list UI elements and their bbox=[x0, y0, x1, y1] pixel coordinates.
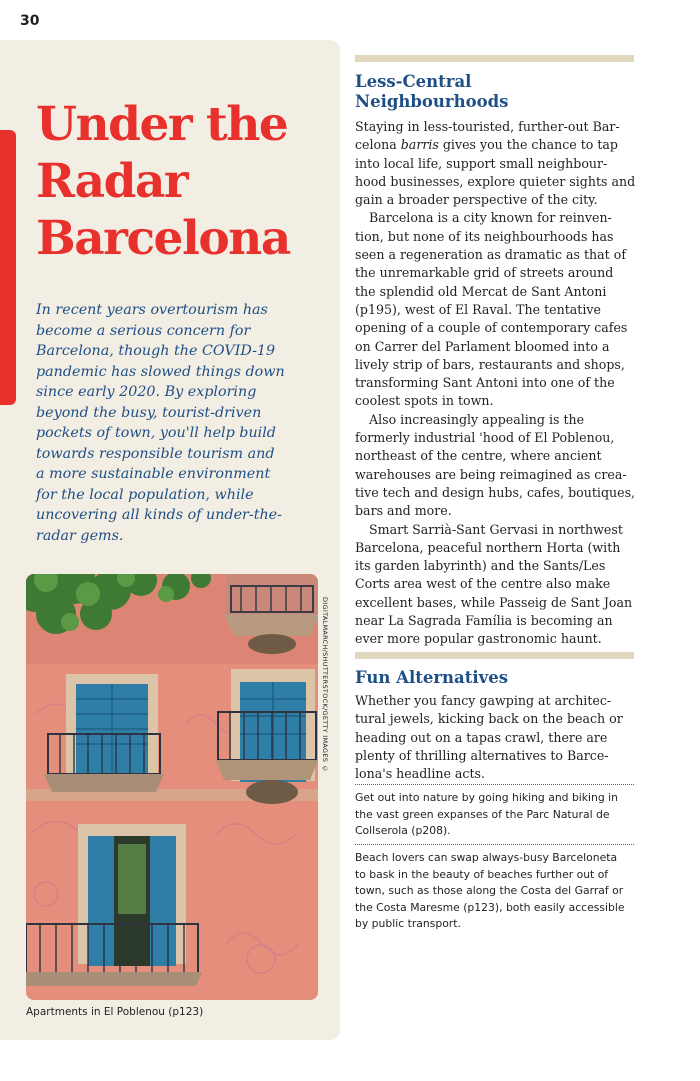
body-text-segment: opening of a couple of contemporary cafes bbox=[355, 320, 628, 336]
body-text-segment: Barcelona, peaceful northern Horta (with bbox=[355, 539, 621, 555]
body-line bbox=[355, 118, 640, 136]
body-line bbox=[355, 557, 640, 575]
intro-line: become a serious concern for bbox=[36, 322, 251, 339]
body-line bbox=[355, 319, 640, 337]
heading-line: Less-Central bbox=[355, 72, 472, 91]
body-line bbox=[355, 209, 640, 227]
body-line: lona's headline acts. bbox=[355, 766, 486, 782]
intro-line: for the local population, while bbox=[36, 486, 254, 503]
body-line bbox=[355, 264, 640, 282]
body-line bbox=[355, 502, 640, 520]
photo-credit: DIGITALMARCH/SHUTTERSTOCK/GETTY IMAGES © bbox=[321, 597, 329, 773]
body-text-segment: ever more popular gastronomic haunt. bbox=[355, 631, 602, 647]
body-line bbox=[355, 301, 640, 319]
body-line bbox=[355, 136, 640, 154]
alternatives-body bbox=[355, 692, 640, 783]
intro-line: pandemic has slowed things down bbox=[36, 363, 285, 380]
body-text-segment: hood businesses, explore quieter sights and bbox=[355, 173, 636, 189]
body-line bbox=[355, 539, 640, 557]
body-line bbox=[355, 283, 640, 301]
body-text-segment: into local life, support small neighbour- bbox=[355, 155, 608, 171]
body-text-segment: bars and more. bbox=[355, 503, 452, 519]
body-line bbox=[355, 228, 640, 246]
body-line bbox=[355, 246, 640, 264]
body-line bbox=[355, 630, 640, 648]
body-line bbox=[355, 155, 640, 173]
body-text-segment: tion, but none of its neighbourhoods has bbox=[355, 228, 614, 244]
section-heading-alternatives: Fun Alternatives bbox=[355, 668, 508, 687]
body-text-segment: gives you the chance to tap bbox=[438, 137, 618, 153]
body-text-segment: tive tech and design hubs, cafes, boutiques, bbox=[355, 484, 636, 500]
tip-line: Beach lovers can swap always-busy Barceloneta bbox=[355, 851, 618, 864]
body-line bbox=[355, 191, 640, 209]
body-text-segment: excellent bases, while Passeig de Sant Joan bbox=[355, 594, 633, 610]
intro-line: since early 2020. By exploring bbox=[36, 384, 257, 400]
body-line: tural jewels, kicking back on the beach or bbox=[355, 711, 623, 727]
intro-line: towards responsible tourism and bbox=[36, 445, 275, 462]
body-line bbox=[355, 338, 640, 356]
body-line bbox=[355, 374, 640, 392]
body-text-segment: northeast of the centre, where ancient bbox=[355, 448, 602, 464]
body-text-segment: Staying in less-touristed, further-out Bar- bbox=[355, 119, 620, 134]
section-heading-neighbourhoods bbox=[355, 72, 508, 112]
body-line bbox=[355, 392, 640, 410]
body-text-segment: Also increasingly appealing is the bbox=[369, 411, 585, 427]
intro-line: beyond the busy, tourist-driven bbox=[36, 404, 262, 421]
body-text-segment: gain a broader perspective of the city. bbox=[355, 192, 598, 208]
tip-line: by public transport. bbox=[355, 917, 461, 930]
intro-paragraph bbox=[36, 300, 326, 546]
body-line bbox=[355, 594, 640, 612]
intro-line: In recent years overtourism has bbox=[36, 302, 268, 318]
photo-caption: Apartments in El Poblenou (p123) bbox=[26, 1006, 204, 1018]
body-text-segment: formerly industrial 'hood of El Poblenou, bbox=[355, 430, 615, 446]
intro-line: a more sustainable environment bbox=[36, 466, 271, 482]
body-line bbox=[355, 521, 640, 539]
tip-line: Collserola (p208). bbox=[355, 824, 451, 837]
heading-line: Neighbourhoods bbox=[355, 92, 509, 111]
page-title bbox=[36, 96, 336, 267]
body-line bbox=[355, 575, 640, 593]
body-text-segment: Corts area west of the centre also make bbox=[355, 576, 611, 592]
intro-line: radar gems. bbox=[36, 527, 124, 544]
italic-term: barris bbox=[400, 137, 439, 153]
body-line: heading out on a tapas crawl, there are bbox=[355, 729, 608, 745]
body-line bbox=[355, 173, 640, 191]
tip-item bbox=[355, 844, 634, 933]
tip-line: town, such as those along the Costa del Garraf or bbox=[355, 884, 624, 897]
tip-line: the vast green expanses of the Parc Natural de bbox=[355, 807, 610, 821]
body-text-segment: the unremarkable grid of streets around bbox=[355, 265, 614, 281]
body-line: plenty of thrilling alternatives to Barce- bbox=[355, 747, 609, 763]
tip-line: the Costa Maresme (p123), both easily accessible bbox=[355, 900, 625, 914]
section-divider bbox=[355, 55, 634, 62]
body-line bbox=[355, 466, 640, 484]
title-line: Barcelona bbox=[36, 211, 290, 266]
page-number: 30 bbox=[20, 13, 40, 29]
body-line bbox=[355, 356, 640, 374]
body-text-segment: Smart Sarrià-Sant Gervasi in northwest bbox=[369, 521, 623, 537]
body-text-segment: lively strip of bars, restaurants and shops, bbox=[355, 356, 625, 372]
body-line: Whether you fancy gawping at architec- bbox=[355, 693, 612, 708]
tip-item bbox=[355, 784, 634, 840]
title-line: Under the bbox=[36, 97, 288, 152]
body-text-segment: Barcelona is a city known for reinven- bbox=[369, 210, 612, 226]
intro-line: pockets of town, you'll help build bbox=[36, 425, 276, 441]
tip-line: to bask in the beauty of beaches further out of bbox=[355, 867, 609, 881]
intro-line: uncovering all kinds of under-the- bbox=[36, 507, 282, 523]
body-line bbox=[355, 429, 640, 447]
neighbourhoods-body bbox=[355, 118, 640, 649]
body-text-segment: transforming Sant Antoni into one of the bbox=[355, 375, 615, 391]
body-text-segment: (p195), west of El Raval. The tentative bbox=[355, 301, 601, 317]
body-text-segment: coolest spots in town. bbox=[355, 393, 494, 409]
body-text-segment: near La Sagrada Família is becoming an bbox=[355, 613, 613, 629]
body-line bbox=[355, 447, 640, 465]
body-line bbox=[355, 411, 640, 429]
apartments-photo bbox=[26, 574, 318, 1000]
body-line bbox=[355, 612, 640, 630]
body-text-segment: warehouses are being reimagined as crea- bbox=[355, 466, 627, 482]
body-text-segment: its garden labyrinth) and the Sants/Les bbox=[355, 558, 606, 574]
chapter-tab bbox=[0, 130, 16, 405]
section-divider bbox=[355, 652, 634, 659]
body-line bbox=[355, 484, 640, 502]
tip-line: Get out into nature by going hiking and biking in bbox=[355, 791, 619, 804]
body-text-segment: on Carrer del Parlament bloomed into a bbox=[355, 338, 610, 354]
body-text-segment: celona bbox=[355, 137, 401, 153]
intro-line: Barcelona, though the COVID-19 bbox=[36, 343, 276, 359]
body-text-segment: seen a regeneration as dramatic as that of bbox=[355, 247, 626, 263]
body-text-segment: the splendid old Mercat de Sant Antoni bbox=[355, 283, 607, 299]
title-line: Radar bbox=[36, 154, 188, 209]
